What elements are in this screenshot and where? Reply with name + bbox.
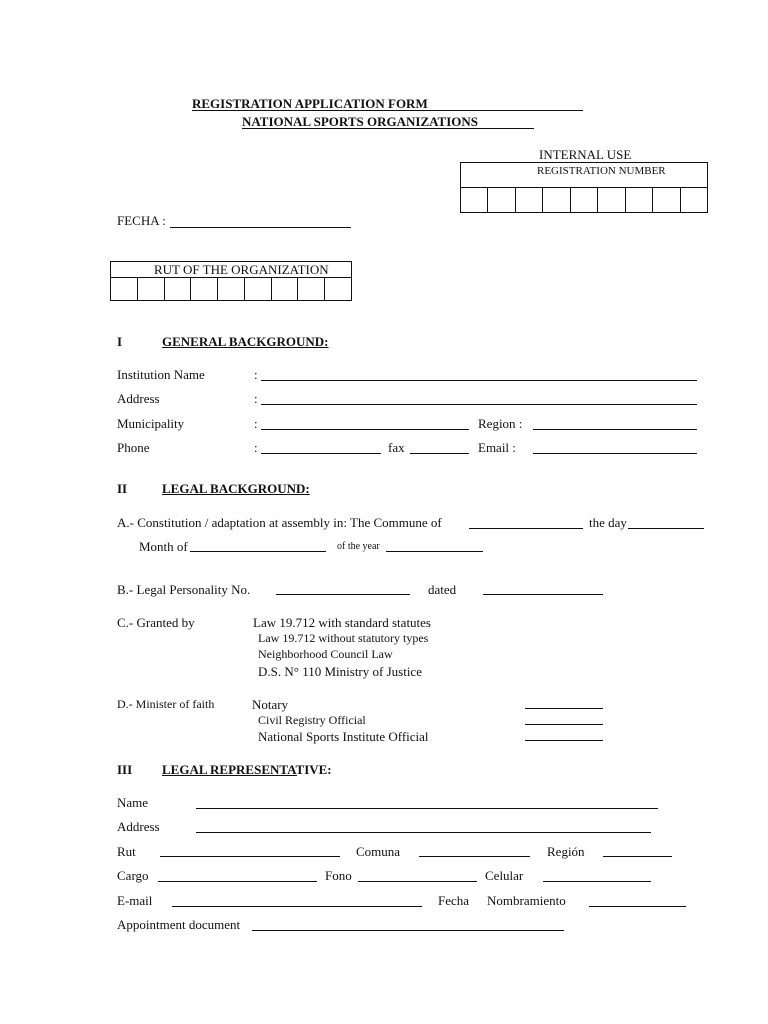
granted-option-neighborhood[interactable]: Neighborhood Council Law bbox=[258, 647, 393, 661]
dated-label: dated bbox=[428, 582, 457, 597]
granted-by-label: C.- Granted by bbox=[117, 615, 195, 630]
rep-nombramiento-field[interactable] bbox=[589, 906, 686, 907]
rep-email-field[interactable] bbox=[172, 906, 422, 907]
institution-name-field[interactable] bbox=[261, 380, 697, 381]
institution-colon: : bbox=[254, 367, 258, 382]
legal-personality-field[interactable] bbox=[276, 594, 410, 595]
rep-address-label: Address bbox=[117, 819, 160, 834]
reg-box-cell[interactable] bbox=[543, 188, 570, 212]
rep-email-label: E-mail bbox=[117, 893, 153, 908]
email-label: Email : bbox=[478, 440, 516, 455]
phone-colon: : bbox=[254, 440, 258, 455]
municipality-field[interactable] bbox=[261, 429, 469, 430]
fax-label: fax bbox=[388, 440, 405, 455]
region-label: Region : bbox=[478, 416, 523, 431]
rep-region-label: Región bbox=[547, 844, 585, 859]
fax-field[interactable] bbox=[410, 453, 469, 454]
rep-celular-label: Celular bbox=[485, 868, 524, 883]
rut-box-cell[interactable] bbox=[325, 278, 351, 300]
reg-box-cell[interactable] bbox=[626, 188, 653, 212]
rut-box-cell[interactable] bbox=[218, 278, 245, 300]
rep-name-field[interactable] bbox=[196, 808, 658, 809]
rut-box-cell[interactable] bbox=[165, 278, 192, 300]
commune-field[interactable] bbox=[469, 528, 583, 529]
appointment-document-field[interactable] bbox=[252, 930, 564, 931]
form-title-line2: NATIONAL SPORTS ORGANIZATIONS bbox=[242, 114, 478, 129]
rut-org-header bbox=[110, 261, 352, 278]
section1-title: GENERAL BACKGROUND: bbox=[162, 334, 329, 349]
reg-box-cell[interactable] bbox=[488, 188, 515, 212]
municipality-label: Municipality bbox=[117, 416, 185, 431]
rep-rut-field[interactable] bbox=[160, 856, 340, 857]
minister-option-civil-registry: Civil Registry Official bbox=[258, 713, 366, 727]
granted-option-without-types[interactable]: Law 19.712 without statutory types bbox=[258, 631, 429, 645]
rep-name-label: Name bbox=[117, 795, 149, 810]
title-underline-1 bbox=[192, 110, 583, 111]
constitution-label: A.- Constitution / adaptation at assembly in: The Commune of bbox=[117, 515, 442, 530]
municipality-colon: : bbox=[254, 416, 258, 431]
address-field[interactable] bbox=[261, 404, 697, 405]
year-field[interactable] bbox=[386, 551, 483, 552]
year-label: of the year bbox=[337, 541, 380, 552]
fecha-label: FECHA : bbox=[117, 213, 166, 228]
rut-box-cell[interactable] bbox=[245, 278, 272, 300]
section1-number: I bbox=[117, 334, 123, 349]
civil-registry-check-field[interactable] bbox=[525, 724, 603, 725]
registration-number-header bbox=[460, 162, 708, 188]
address-label: Address bbox=[117, 391, 160, 406]
section2-title: LEGAL BACKGROUND: bbox=[162, 481, 310, 496]
institution-name-label: Institution Name bbox=[117, 367, 205, 382]
rep-fono-field[interactable] bbox=[358, 881, 477, 882]
phone-field[interactable] bbox=[261, 453, 381, 454]
reg-box-cell[interactable] bbox=[516, 188, 543, 212]
rep-fecha-label: Fecha bbox=[438, 893, 470, 908]
month-label: Month of bbox=[139, 539, 188, 554]
minister-of-faith-label: D.- Minister of faith bbox=[117, 697, 215, 711]
section3-number: III bbox=[117, 762, 133, 777]
rut-org-label: RUT OF THE ORGANIZATION bbox=[154, 262, 329, 277]
legal-personality-label: B.- Legal Personality No. bbox=[117, 582, 251, 597]
region-field[interactable] bbox=[533, 429, 697, 430]
rut-box-cell[interactable] bbox=[191, 278, 218, 300]
month-field[interactable] bbox=[190, 551, 326, 552]
reg-box-cell[interactable] bbox=[598, 188, 625, 212]
phone-label: Phone bbox=[117, 440, 150, 455]
day-field[interactable] bbox=[628, 528, 704, 529]
internal-use-label: INTERNAL USE bbox=[539, 147, 632, 162]
section3-title: LEGAL REPRESENTATIVE: bbox=[162, 762, 332, 777]
form-title-line1: REGISTRATION APPLICATION FORM bbox=[192, 96, 428, 111]
rep-cargo-label: Cargo bbox=[117, 868, 149, 883]
granted-option-standard[interactable]: Law 19.712 with standard statutes bbox=[253, 615, 431, 630]
rep-region-field[interactable] bbox=[603, 856, 672, 857]
rut-box-cell[interactable] bbox=[272, 278, 299, 300]
ind-official-check-field[interactable] bbox=[525, 740, 603, 741]
reg-box-cell[interactable] bbox=[681, 188, 707, 212]
email-field[interactable] bbox=[533, 453, 697, 454]
rut-org-boxes[interactable] bbox=[110, 277, 352, 301]
minister-option-ind: National Sports Institute Official bbox=[258, 729, 429, 744]
rep-celular-field[interactable] bbox=[543, 881, 651, 882]
rep-rut-label: Rut bbox=[117, 844, 136, 859]
rep-comuna-field[interactable] bbox=[419, 856, 530, 857]
rut-box-cell[interactable] bbox=[298, 278, 325, 300]
day-label: the day bbox=[589, 515, 627, 530]
dated-field[interactable] bbox=[483, 594, 603, 595]
rep-nombramiento-label: Nombramiento bbox=[487, 893, 566, 908]
appointment-document-label: Appointment document bbox=[117, 917, 241, 932]
registration-number-boxes[interactable] bbox=[460, 187, 708, 213]
registration-number-label: REGISTRATION NUMBER bbox=[537, 165, 666, 177]
section3-title-underline bbox=[162, 775, 297, 776]
rep-cargo-field[interactable] bbox=[158, 881, 317, 882]
rep-comuna-label: Comuna bbox=[356, 844, 401, 859]
reg-box-cell[interactable] bbox=[653, 188, 680, 212]
rut-box-cell[interactable] bbox=[111, 278, 138, 300]
granted-option-ds110[interactable]: D.S. N° 110 Ministry of Justice bbox=[258, 664, 422, 679]
rep-fono-label: Fono bbox=[325, 868, 352, 883]
rep-address-field[interactable] bbox=[196, 832, 651, 833]
minister-option-notary: Notary bbox=[252, 697, 289, 712]
rut-box-cell[interactable] bbox=[138, 278, 165, 300]
reg-box-cell[interactable] bbox=[571, 188, 598, 212]
section2-number: II bbox=[117, 481, 128, 496]
address-colon: : bbox=[254, 391, 258, 406]
reg-box-cell[interactable] bbox=[461, 188, 488, 212]
fecha-field[interactable] bbox=[170, 227, 351, 228]
notary-check-field[interactable] bbox=[525, 708, 603, 709]
title-underline-2 bbox=[242, 128, 534, 129]
